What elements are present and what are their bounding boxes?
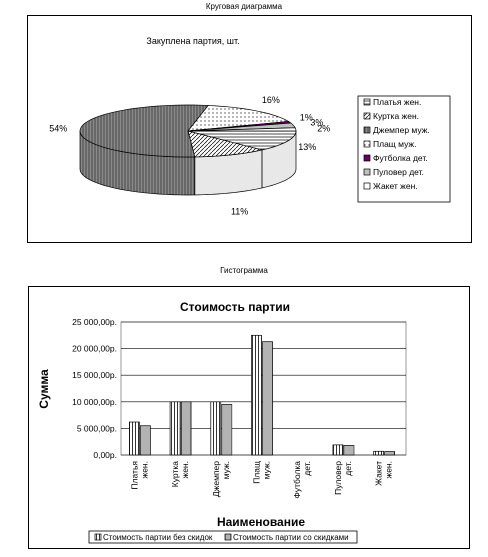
- pie-value-label-5: 1%: [299, 112, 313, 123]
- bar-legend-swatch-1: [95, 534, 101, 540]
- pie-legend-swatch-7: [364, 183, 370, 189]
- pie-legend-label-6: Пуловер дет.: [373, 167, 424, 177]
- pie-legend-swatch-4: [364, 141, 370, 147]
- pie-value-label-1: 13%: [298, 141, 317, 152]
- bar-s1-c7: [374, 451, 384, 455]
- pie-legend-label-4: Плащ муж.: [373, 139, 417, 149]
- bar-s2-c7: [385, 452, 395, 455]
- bar-y-tick-1: 5 000,00р.: [76, 423, 117, 434]
- bar-x-tick-4-2: муж.: [261, 461, 272, 480]
- bar-chart-title: Стоимость партии: [180, 300, 290, 314]
- bar-s1-c3: [211, 402, 221, 455]
- pie-legend-label-3: Джемпер муж.: [373, 125, 430, 135]
- bar-y-tick-0: 0,00р.: [93, 450, 117, 460]
- bar-s1-c1: [129, 422, 139, 455]
- bar-y-tick-labels: [72, 317, 117, 460]
- bar-x-tick-4-1: Плащ: [251, 461, 262, 484]
- bar-x-tick-1-2: жен.: [139, 461, 150, 479]
- pie-legend-label-1: Платья жен.: [373, 97, 422, 107]
- bar-x-tick-5-2: дет.: [302, 461, 313, 476]
- bar-legend: [89, 531, 357, 543]
- bar-x-tick-7-2: жен.: [383, 461, 394, 479]
- pie-slices: [80, 105, 296, 157]
- bar-section-caption: Гистограмма: [220, 266, 268, 275]
- pie-legend-label-5: Футболка дет.: [373, 153, 428, 163]
- bar-s2-c3: [222, 404, 232, 455]
- bar-s1-c6: [333, 445, 343, 455]
- pie-value-label-4: 16%: [261, 95, 280, 106]
- bar-x-tick-5-1: Футболка: [292, 461, 303, 499]
- bar-legend-label-1: Стоимость партии без скидок: [103, 533, 213, 542]
- pie-value-label-6: 3%: [310, 117, 324, 128]
- pie-legend-label-2: Куртка жен.: [373, 111, 420, 121]
- bar-x-tick-labels: [129, 461, 393, 499]
- pie-legend: [358, 96, 450, 202]
- pie-section-caption: Круговая диаграмма: [205, 2, 283, 11]
- pie-value-label-7: 2%: [317, 123, 331, 134]
- pie-legend-swatch-5: [364, 155, 370, 161]
- pie-chart-panel: [27, 15, 472, 243]
- bar-x-axis-label: Наименование: [216, 515, 306, 529]
- bar-y-tick-5: 25 000,00р.: [72, 317, 117, 327]
- bar-s2-c4: [263, 342, 273, 455]
- bar-s2-c2: [181, 402, 191, 455]
- pie-legend-label-7: Жакет жен.: [373, 181, 418, 191]
- pie-legend-swatch-6: [364, 169, 370, 175]
- bar-x-tick-3-2: муж.: [220, 461, 231, 480]
- bar-x-tick-7-1: Жакет: [373, 461, 384, 486]
- bar-legend-swatch-2: [225, 534, 231, 540]
- bar-s2-c1: [140, 426, 150, 455]
- pie-value-label-2: 11%: [230, 206, 249, 217]
- bar-x-tick-3-1: Джемпер: [210, 461, 221, 498]
- pie-legend-swatch-3: [364, 127, 370, 133]
- bar-y-axis-label: Сумма: [37, 369, 51, 409]
- pie-legend-swatch-1: [364, 99, 370, 105]
- bar-y-tick-4: 20 000,00р.: [72, 343, 117, 354]
- bar-chart: [29, 287, 469, 548]
- bar-s1-c4: [252, 335, 262, 455]
- bar-legend-label-2: Стоимость партии со скидками: [233, 533, 349, 542]
- bar-x-tick-1-1: Платья: [129, 461, 140, 490]
- bar-x-tick-2-2: жен.: [180, 461, 191, 479]
- bar-x-tick-6-1: Пуловер: [332, 461, 343, 495]
- pie-chart-title: Закуплена партия, шт.: [146, 36, 240, 46]
- pie-legend-swatch-2: [364, 113, 370, 119]
- pie-value-label-3: 54%: [49, 123, 68, 134]
- bar-s1-c2: [170, 402, 180, 455]
- bar-chart-panel: [28, 286, 470, 549]
- pie-chart: [28, 16, 471, 242]
- bar-x-tick-2-1: Куртка: [170, 461, 181, 488]
- bar-s2-c6: [344, 445, 354, 455]
- bar-y-tick-2: 10 000,00р.: [72, 396, 117, 407]
- bar-y-tick-3: 15 000,00р.: [72, 370, 117, 381]
- bar-x-tick-6-2: дет.: [342, 461, 353, 476]
